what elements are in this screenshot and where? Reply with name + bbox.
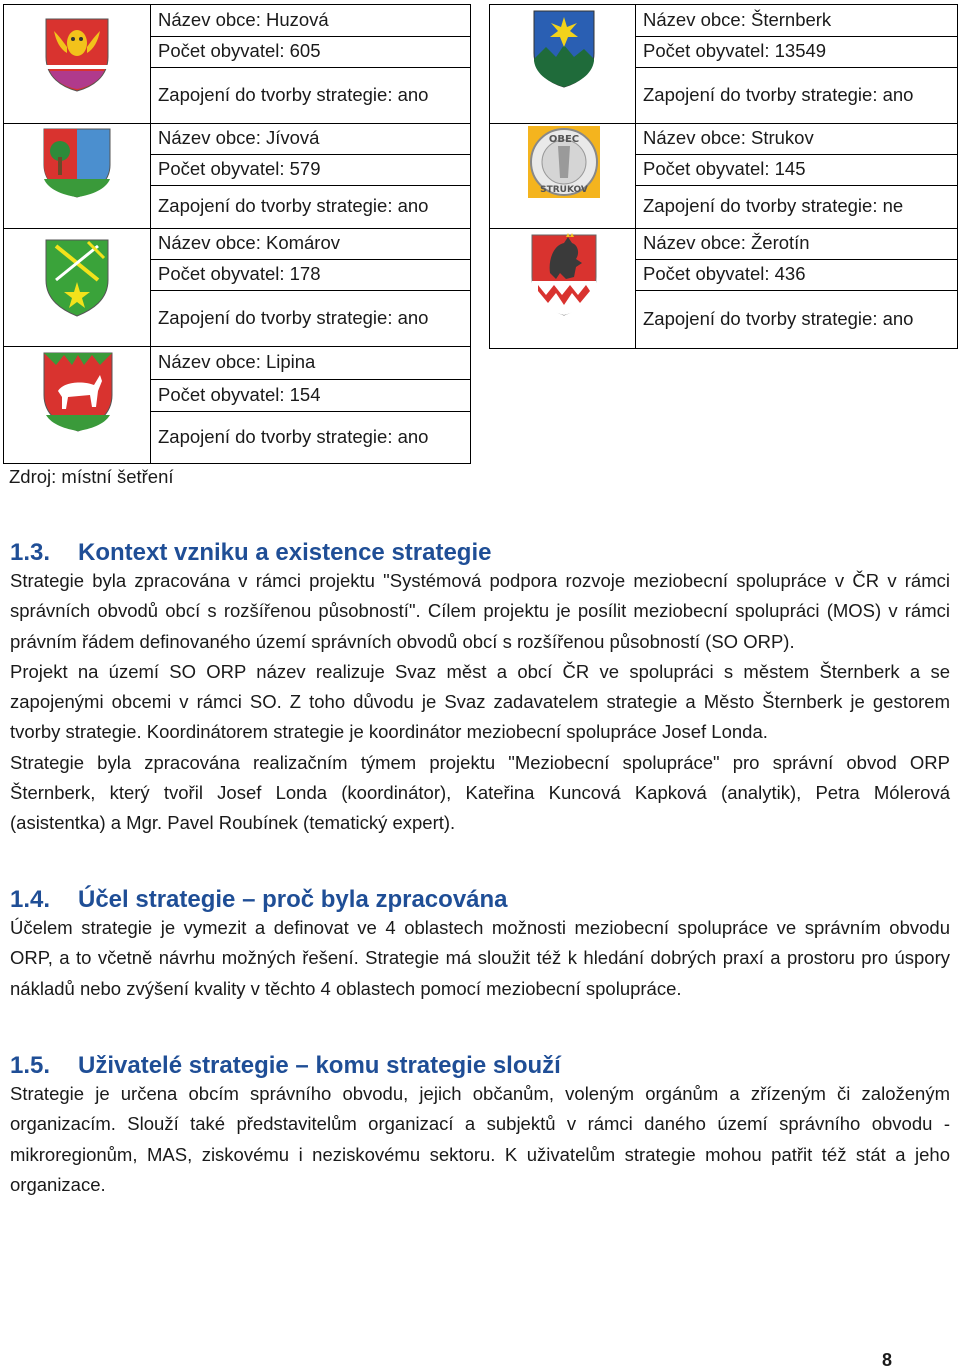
municipality-population: Počet obyvatel: 178 <box>158 263 321 285</box>
municipality-involvement: Zapojení do tvorby strategie: ano <box>158 195 429 217</box>
lipina-coat-of-arms-icon <box>42 351 114 433</box>
strukov-seal-icon <box>528 126 600 198</box>
municipality-name: Název obce: Huzová <box>158 9 329 31</box>
municipality-involvement: Zapojení do tvorby strategie: ano <box>158 425 429 447</box>
table-source-note: Zdroj: místní šetření <box>9 466 174 487</box>
municipality-population: Počet obyvatel: 13549 <box>643 40 827 62</box>
section-number: 1.5. <box>10 1052 51 1079</box>
municipality-name: Název obce: Žerotín <box>643 232 810 254</box>
municipality-population: Počet obyvatel: 579 <box>158 158 321 180</box>
section-body <box>10 566 950 839</box>
section-title: Účel strategie – proč byla zpracována <box>78 886 508 913</box>
komarov-coat-of-arms-icon <box>44 238 110 318</box>
municipality-table-left <box>3 4 471 464</box>
municipality-involvement: Zapojení do tvorby strategie: ano <box>158 306 429 328</box>
section-heading <box>10 539 491 567</box>
municipality-name: Název obce: Šternberk <box>643 9 832 31</box>
section-number: 1.3. <box>10 539 51 566</box>
jivova-coat-of-arms-icon <box>42 127 112 199</box>
municipality-involvement: Zapojení do tvorby strategie: ano <box>158 83 429 105</box>
paragraph: Projekt na území SO ORP název realizuje Svaz měst a obcí ČR ve spolupráci s městem Šternberk a se zapojenými obcemi v rámci SO. Z toho důvodu je Svaz zadavatelem strategie a Město Šternberk je gestorem tvorby strategie. Koordinátorem strategie je koordinátor meziobecní spolupráce Josef Londa. <box>10 660 950 743</box>
section-body <box>10 1079 950 1200</box>
section-heading <box>10 886 508 914</box>
municipality-population: Počet obyvatel: 436 <box>643 263 806 285</box>
municipality-name: Název obce: Jívová <box>158 127 320 149</box>
paragraph: Účelem strategie je vymezit a definovat ve 4 oblastech možnosti meziobecní spolupráce ve správním obvodu ORP, a to včetně návrhu možných řešení. Strategie má sloužit též k hledání dobrých praxí a prostoru pro úspory nákladů nebo zvýšení kvality v těchto 4 oblastech pomocí meziobecní spolupráce. <box>10 917 950 999</box>
section-title: Kontext vzniku a existence strategie <box>78 539 492 566</box>
municipality-involvement: Zapojení do tvorby strategie: ano <box>643 83 914 105</box>
zerotin-coat-of-arms-icon <box>530 233 598 317</box>
municipality-population: Počet obyvatel: 145 <box>643 158 806 180</box>
municipality-involvement: Zapojení do tvorby strategie: ano <box>643 307 914 329</box>
paragraph: Strategie byla zpracována v rámci projektu "Systémová podpora rozvoje meziobecní spolupráce v ČR v rámci správních obvodů obcí s rozšířenou působností". Cílem projektu je posílit meziobecní spolupráci (MOS) v rámci právním řádem definovaného území správních obvodů obcí s rozšířenou působností (SO ORP). <box>10 570 950 652</box>
municipality-population: Počet obyvatel: 605 <box>158 40 321 62</box>
paragraph: Strategie byla zpracována realizačním týmem projektu "Meziobecní spolupráce" pro správní obvod ORP Šternberk, který tvořil Josef Londa (koordinátor), Kateřina Kuncová Kapková (analytik), Petra Mólerová (asistentka) a Mgr. Pavel Roubínek (tematický expert). <box>10 751 950 834</box>
municipality-table-right <box>489 4 958 349</box>
sternberk-coat-of-arms-icon <box>532 9 596 89</box>
municipality-population: Počet obyvatel: 154 <box>158 383 321 405</box>
huzova-coat-of-arms-icon <box>44 17 110 93</box>
section-title: Uživatelé strategie – komu strategie slouží <box>78 1052 561 1079</box>
section-number: 1.4. <box>10 886 51 913</box>
municipality-name: Název obce: Strukov <box>643 127 814 149</box>
section-body <box>10 913 950 1004</box>
municipality-name: Název obce: Komárov <box>158 232 341 254</box>
paragraph: Strategie je určena obcím správního obvodu, jejich občanům, voleným orgánům a zřízeným či založeným organizacím. Slouží také představitelům organizací a subjektů v rámci daného území správního obvodu - mikroregionům, MAS, ziskovému i neziskovému sektoru. K uživatelům strategie mohou patřit též stát a jeho organizace. <box>10 1083 950 1195</box>
svg-text:STRUKOV: STRUKOV <box>540 185 588 195</box>
section-heading <box>10 1052 561 1080</box>
municipality-name: Název obce: Lipina <box>158 351 316 373</box>
municipality-involvement: Zapojení do tvorby strategie: ne <box>643 195 904 217</box>
svg-text:OBEC: OBEC <box>548 134 580 145</box>
page-number: 8 <box>882 1350 893 1370</box>
